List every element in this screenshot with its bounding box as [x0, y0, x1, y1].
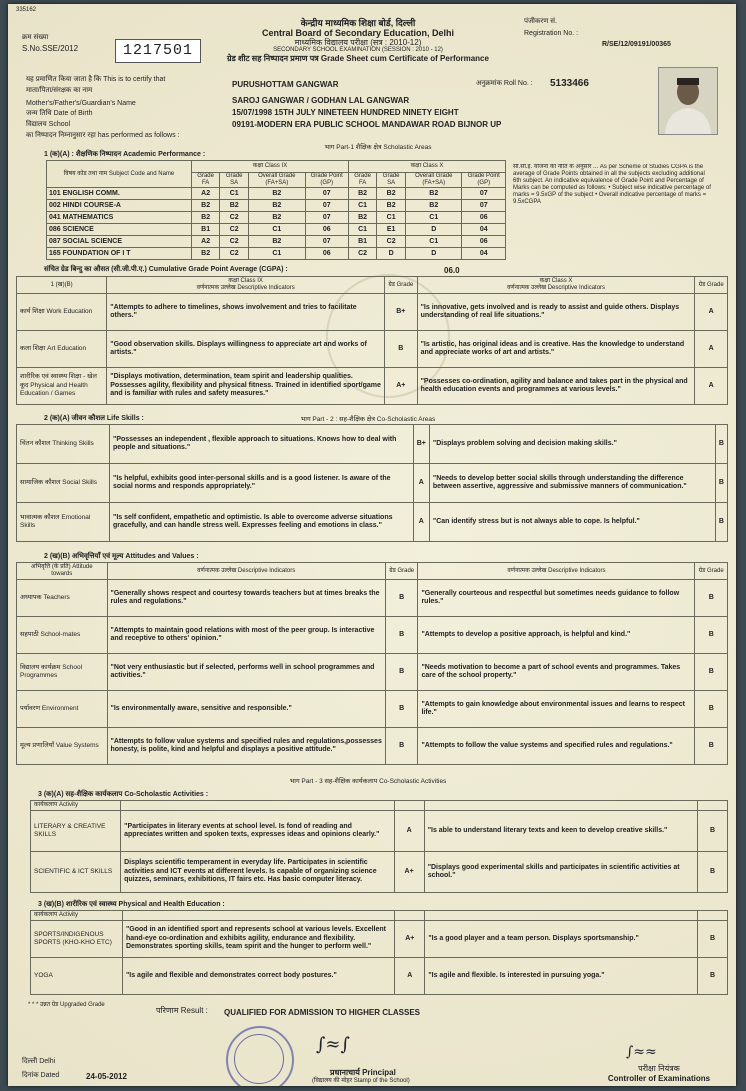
date-of-birth: 15/07/1998 15TH JULY NINETEEN HUNDRED NINETY EIGHT — [232, 108, 459, 117]
subject-grade: B2 — [220, 200, 249, 212]
class9-grade: A+ — [385, 368, 418, 405]
subject-grade: B2 — [406, 188, 462, 200]
class9-header: कक्षा Class IX — [228, 278, 263, 284]
part1-section: 1 (क)(A) : शैक्षणिक निष्पादन Academic Performance : — [44, 151, 206, 158]
class9-grade: A — [413, 503, 429, 542]
principal-stamp-label: (विद्यालय की मोहर Stamp of the School) — [312, 1078, 410, 1084]
subject-grade: C1 — [348, 224, 376, 236]
desc-header: वर्णनात्मक उल्लेख Descriptive Indicators — [418, 563, 695, 580]
class9-grade: A — [394, 811, 424, 852]
subject-grade: B2 — [249, 200, 305, 212]
school-label: विद्यालय School — [26, 121, 71, 128]
class9-header: कक्षा Class IX — [192, 161, 349, 173]
subject-name: 087 SOCIAL SCIENCE — [47, 236, 192, 248]
class10-grade: B — [695, 654, 728, 691]
subject-name: 002 HINDI COURSE-A — [47, 200, 192, 212]
part2-title: भाग Part - 2 : सह-शैक्षिक क्षेत्र Co-Scholastic Areas — [300, 416, 436, 423]
certify-label: यह प्रमाणित किया जाता है कि This is to certify that — [26, 76, 166, 83]
result-label: परिणाम Result : — [156, 1006, 208, 1015]
indicator-row — [17, 691, 728, 728]
indicator-row — [17, 331, 728, 368]
issue-date: 24-05-2012 — [86, 1072, 127, 1081]
subject-grade: 06 — [305, 248, 348, 260]
desc-header: वर्णनात्मक उल्लेख Descriptive Indicators — [506, 285, 606, 291]
class10-indicator: "Generally courteous and respectful but sometimes needs guidance to follow rules." — [418, 580, 695, 617]
subject-name: 101 ENGLISH COMM. — [47, 188, 192, 200]
class10-grade: B — [698, 921, 728, 958]
class10-indicator: "Needs to develop better social skills through understanding the difference between assertive, aggressive and submissive manners of communication." — [429, 464, 715, 503]
class10-grade: B — [695, 728, 728, 765]
class9-grade: B — [385, 580, 418, 617]
subject-grade: C1 — [406, 236, 462, 248]
subject-grade: B2 — [249, 212, 305, 224]
class9-grade: B — [385, 617, 418, 654]
subject-name: 165 FOUNDATION OF I T — [47, 248, 192, 260]
area-label: भावात्मक कौशल Emotional Skills — [17, 503, 110, 542]
desc-header: वर्णनात्मक उल्लेख Descriptive Indicators — [107, 563, 385, 580]
class10-header: कक्षा Class X — [539, 278, 573, 284]
life-skills-table — [16, 424, 728, 542]
indicator-row — [31, 958, 728, 995]
indicator-row — [17, 368, 728, 405]
class9-grade: A+ — [394, 852, 424, 893]
activity-header: कार्यकलाप Activity — [31, 801, 121, 811]
class9-grade: A — [413, 464, 429, 503]
certificate-title: ग्रेड शीट सह निष्पादन प्रमाण पत्र Grade Sheet cum Certificate of Performance — [227, 54, 489, 63]
subject-grade: B2 — [249, 188, 305, 200]
subject-grade: 06 — [305, 224, 348, 236]
area-label: पर्यावरण Environment — [17, 691, 108, 728]
indicator-row — [31, 921, 728, 958]
controller-hindi: परीक्षा नियंत्रक — [638, 1064, 680, 1073]
registration-number: R/SE/12/09191/00365 — [602, 41, 671, 48]
subject-name: 086 SCIENCE — [47, 224, 192, 236]
class9-grade: B — [385, 691, 418, 728]
subject-grade: C1 — [377, 212, 406, 224]
class10-grade: A — [695, 294, 728, 331]
class10-indicator: "Can identify stress but is not always able to cope. Is helpful." — [429, 503, 715, 542]
class9-grade: B — [385, 331, 418, 368]
class10-indicator: "Is a good player and a team person. Displays sportsmanship." — [425, 921, 698, 958]
class10-grade: B — [715, 464, 727, 503]
roll-number: 5133466 — [550, 78, 589, 89]
indicator-row — [17, 503, 728, 542]
cgpa-note: सी.सी.ई. योजना की नीति के अनुसार ... As per Scheme of Studies CGPA is the average of Grade Points obtained in all the subjects excluding additional 6th subject. An indicative equivalence of Grade Point and Percentage of Marks can be computed as follows: • Subject wise indicative percentage of marks = 9.5xGP of the subject • Overall indicative percentage of marks = 9.5xCGPA — [513, 164, 711, 205]
scholastic-table — [46, 160, 506, 260]
grade-header: ग्रेड Grade — [695, 563, 728, 580]
class10-indicator: "Attempts to follow the value systems and specified rules and regulations." — [418, 728, 695, 765]
subject-grade: 07 — [462, 188, 506, 200]
class10-header: कक्षा Class X — [348, 161, 505, 173]
exam-name: SECONDARY SCHOOL EXAMINATION (SESSION : 2010 - 12) — [273, 47, 443, 53]
class9-grade: B — [385, 654, 418, 691]
class10-grade: B — [698, 958, 728, 995]
indicator-row — [17, 617, 728, 654]
exam-hindi: माध्यमिक विद्यालय परीक्षा (सत्र : 2010-12) — [294, 38, 422, 47]
overall-header: Overall Grade (FA+SA) — [249, 173, 305, 188]
class9-indicator: "Good in an identified sport and represents school at various levels. Excellent hand-eye co-ordination and exhibits agility, endurance and flexibility. Demonstrates sporting skills, team spirit and the hunger to perform well." — [122, 921, 394, 958]
subject-grade: 06 — [462, 212, 506, 224]
registration-hindi: पंजीकरण सं. — [524, 18, 557, 25]
subject-row — [47, 200, 506, 212]
subject-grade: 07 — [305, 236, 348, 248]
attitudes-table — [16, 562, 728, 765]
subject-grade: C2 — [348, 248, 376, 260]
class9-indicator: "Is self confident, empathetic and optimistic. Is able to overcome adverse situations gracefully, and can handle stress well. Expresses feeling and emotions in class." — [110, 503, 414, 542]
area-label: विद्यालय कार्यक्रम School Programmes — [17, 654, 108, 691]
subject-grade: 07 — [305, 212, 348, 224]
subject-grade: C1 — [406, 212, 462, 224]
class9-grade: A — [395, 958, 425, 995]
indicator-row — [31, 811, 728, 852]
subject-grade: B2 — [192, 212, 220, 224]
area-label: अध्यापक Teachers — [17, 580, 108, 617]
school-name: 09191-MODERN ERA PUBLIC SCHOOL MANDAWAR ROAD BIJNOR UP — [232, 120, 502, 129]
physical-table — [30, 910, 728, 995]
subject-grade: 07 — [305, 188, 348, 200]
class10-indicator: "Attempts to develop a positive approach, is helpful and kind." — [418, 617, 695, 654]
school-stamp-inner — [234, 1034, 284, 1084]
class10-grade: B — [698, 811, 728, 852]
indicator-row — [17, 728, 728, 765]
result-value: QUALIFIED FOR ADMISSION TO HIGHER CLASSES — [224, 1008, 421, 1017]
area-label: सहपाठी School-mates — [17, 617, 108, 654]
subject-grade: C2 — [220, 212, 249, 224]
subject-grade: 07 — [462, 200, 506, 212]
area-label: चिंतन कौशल Thinking Skills — [17, 425, 110, 464]
gp-header: Grade Point (GP) — [305, 173, 348, 188]
indicator-row — [17, 580, 728, 617]
subject-name: 041 MATHEMATICS — [47, 212, 192, 224]
subject-grade: B1 — [348, 236, 376, 248]
section-3b-title: 3 (ख)(B) शारीरिक एवं स्वास्थ्य Physical and Health Education : — [38, 901, 225, 908]
subject-grade: C2 — [220, 224, 249, 236]
subject-grade: A2 — [192, 236, 220, 248]
subject-grade: C1 — [249, 224, 305, 236]
class9-indicator: "Generally shows respect and courtesy towards teachers but at times breaks the rules and regulations." — [107, 580, 385, 617]
class10-grade: B — [695, 617, 728, 654]
part3-title: भाग Part - 3 सह-शैक्षिक कार्यकलाप Co-Scholastic Activities — [289, 778, 447, 785]
area-label: मूल्य प्रणालियाँ Value Systems — [17, 728, 108, 765]
part1-title: भाग Part-1 शैक्षिक क्षेत्र Scholastic Areas — [324, 144, 432, 151]
subject-grade: B2 — [377, 188, 406, 200]
principal-label: प्रधानाचार्य Principal — [330, 1068, 396, 1077]
class9-indicator: "Attempts to adhere to timelines, shows involvement and tries to facilitate others." — [107, 294, 385, 331]
subject-grade: B2 — [377, 200, 406, 212]
class10-indicator: "Is able to understand literary texts and keen to develop creative skills." — [424, 811, 697, 852]
class10-indicator: "Is artistic, has original ideas and is creative. Has the knowledge to understand and appreciate works of art and artists." — [417, 331, 695, 368]
area-label: YOGA — [31, 958, 123, 995]
section-1b-table — [16, 276, 728, 405]
class9-grade: B+ — [385, 294, 418, 331]
class9-indicator: "Good observation skills. Displays willingness to appreciate art and works of artists." — [107, 331, 385, 368]
serial-number: 1217501 — [115, 39, 201, 63]
board-name: Central Board of Secondary Education, Delhi — [261, 28, 455, 38]
top-code: 335162 — [16, 7, 37, 13]
class9-indicator: "Not very enthusiastic but if selected, performs well in school programmes and activities." — [107, 654, 385, 691]
area-label: SCIENTIFIC & ICT SKILLS — [31, 852, 121, 893]
indicator-row — [17, 464, 728, 503]
subject-row — [47, 188, 506, 200]
class9-indicator: Displays scientific temperament in everyday life. Participates in scientific activities and ICT events at different levels. Is capable of organizing science quizzes, seminars, exhibitions, IT fairs etc. Has basic computer literacy. — [121, 852, 394, 893]
subject-grade: C1 — [220, 188, 249, 200]
part2-section: 2 (क)(A) जीवन कौशल Life Skills : — [44, 415, 144, 422]
area-label: LITERARY & CREATIVE SKILLS — [31, 811, 121, 852]
class10-grade: A — [695, 368, 728, 405]
class9-indicator: "Participates in literary events at school level. Is fond of reading and appreciates written and spoken texts, expresses ideas and opinions clearly." — [121, 811, 394, 852]
class9-indicator: "Possesses an independent , flexible approach to situations. Knows how to deal with people and situations." — [110, 425, 414, 464]
grade-header: ग्रेड Grade — [695, 277, 728, 294]
subject-grade: 07 — [305, 200, 348, 212]
principal-signature: ∫≈∫ — [316, 1034, 350, 1055]
parents-hindi: माता/पिता/संरक्षक का नाम — [26, 87, 93, 94]
subject-grade: 04 — [462, 224, 506, 236]
cgpa-label: संचित ग्रेड बिन्दु का औसत (सी.जी.पी.ए.) Cumulative Grade Point Average (CGPA) : — [44, 266, 288, 273]
student-photo — [658, 67, 718, 135]
subject-row — [47, 248, 506, 260]
subject-header: विषय कोड तथा नाम Subject Code and Name — [47, 161, 192, 188]
overall-header: Overall Grade (FA+SA) — [406, 173, 462, 188]
board-hindi: केन्द्रीय माध्यमिक शिक्षा बोर्ड, दिल्ली — [300, 18, 416, 28]
subject-grade: B2 — [348, 212, 376, 224]
class9-indicator: "Displays motivation, determination, team spirit and leadership qualities. Possesses agility, flexibility and physical fitness. Trained in identified sport/game and is familiar with rules and safety measures." — [107, 368, 385, 405]
area-label: SPORTS/INDIGENOUS SPORTS (KHO-KHO ETC) — [31, 921, 123, 958]
controller-label: Controller of Examinations — [607, 1074, 711, 1083]
indicator-row — [17, 425, 728, 464]
subject-grade: C2 — [220, 236, 249, 248]
place: दिल्ली Delhi — [22, 1058, 56, 1065]
class10-indicator: "Displays good experimental skills and participates in scientific activities at school." — [424, 852, 697, 893]
activity-header: कार्यकलाप Activity — [31, 911, 123, 921]
upgraded-note: * * * उन्नत ग्रेड Upgraded Grade — [28, 1002, 105, 1008]
subject-row — [47, 236, 506, 248]
class9-indicator: "Is environmentally aware, sensitive and responsible." — [107, 691, 385, 728]
class9-grade: A+ — [395, 921, 425, 958]
student-name: PURUSHOTTAM GANGWAR — [232, 80, 339, 89]
area-label: कार्य शिक्षा Work Education — [17, 294, 107, 331]
class9-grade: B+ — [413, 425, 429, 464]
controller-signature: ∫≈≈ — [626, 1044, 657, 1060]
area-label: शारीरिक एवं स्वास्थ्य शिक्षा - खेल कूद Physical and Health Education / Games — [17, 368, 107, 405]
date-label: दिनांक Dated — [22, 1072, 60, 1079]
serial-hindi: क्रम संख्या — [22, 34, 49, 41]
activities-table — [30, 800, 728, 893]
indicator-row — [17, 654, 728, 691]
registration-label: Registration No. : — [524, 30, 579, 37]
parents-name: SAROJ GANGWAR / GODHAN LAL GANGWAR — [232, 96, 410, 105]
class10-grade: B — [715, 425, 727, 464]
desc-header: वर्णनात्मक उल्लेख Descriptive Indicators — [196, 285, 295, 291]
fa-header: Grade FA — [348, 173, 376, 188]
class10-grade: B — [695, 580, 728, 617]
area-label: सामाजिक कौशल Social Skills — [17, 464, 110, 503]
attitude-header: अभिवृत्ति (के प्रति) Attitude towards — [17, 563, 108, 580]
subject-grade: B2 — [192, 248, 220, 260]
roll-label: अनुक्रमांक Roll No. : — [476, 80, 533, 87]
subject-grade: B1 — [192, 224, 220, 236]
subject-grade: B2 — [249, 236, 305, 248]
indicator-row — [17, 294, 728, 331]
subject-row — [47, 212, 506, 224]
class10-grade: B — [698, 852, 728, 893]
parents-label: Mother's/Father's/Guardian's Name — [26, 100, 136, 107]
subject-grade: 04 — [462, 248, 506, 260]
class9-grade: B — [385, 728, 418, 765]
class10-grade: B — [715, 503, 727, 542]
subject-grade: A2 — [192, 188, 220, 200]
section-1b-label: 1 (ख)(B) — [17, 277, 107, 294]
grade-sheet — [8, 4, 736, 1086]
class10-indicator: "Attempts to gain knowledge about environmental issues and learns to respect life." — [418, 691, 695, 728]
subject-grade: C2 — [220, 248, 249, 260]
subject-grade: B2 — [406, 200, 462, 212]
subject-grade: B2 — [348, 188, 376, 200]
part3-section: 3 (क)(A) सह-शैक्षिक कार्यकलाप Co-Scholastic Activities : — [38, 791, 209, 798]
indicator-row — [31, 852, 728, 893]
gp-header: Grade Point (GP) — [462, 173, 506, 188]
area-label: कला शिक्षा Art Education — [17, 331, 107, 368]
class9-indicator: "Is helpful, exhibits good inter-personal skills and is a good listener. Is aware of the social norms and responds appropriately." — [110, 464, 414, 503]
dob-label: जन्म तिथि Date of Birth — [26, 110, 93, 117]
class10-grade: B — [695, 691, 728, 728]
class10-indicator: "Displays problem solving and decision making skills." — [429, 425, 715, 464]
subject-row — [47, 224, 506, 236]
serial-label: S.No.SSE/2012 — [22, 44, 79, 53]
subject-grade: B2 — [192, 200, 220, 212]
grade-header: ग्रेड Grade — [385, 563, 418, 580]
subject-grade: D — [406, 224, 462, 236]
class9-indicator: "Is agile and flexible and demonstrates correct body postures." — [122, 958, 394, 995]
sa-header: Grade SA — [220, 173, 249, 188]
class9-indicator: "Attempts to follow value systems and specified rules and regulations,possesses honesty, is polite, kind and helpful and displays a positive attitude." — [107, 728, 385, 765]
class10-indicator: "Is innovative, gets involved and is ready to assist and guide others. Displays understanding of real life situations." — [417, 294, 695, 331]
performed-label: का निष्पादन निम्नानुसार रहा has performed as follows : — [26, 132, 180, 139]
fa-header: Grade FA — [192, 173, 220, 188]
grade-header: ग्रेड Grade — [385, 277, 418, 294]
subject-grade: D — [377, 248, 406, 260]
class10-grade: A — [695, 331, 728, 368]
class9-indicator: "Attempts to maintain good relations with most of the peer group. Is interactive and receptive to others' opinion." — [107, 617, 385, 654]
subject-grade: C1 — [348, 200, 376, 212]
sa-header: Grade SA — [377, 173, 406, 188]
section-2b-title: 2 (ख)(B) अभिवृत्तियाँ एवं मूल्य Attitudes and Values : — [44, 553, 199, 560]
subject-grade: E1 — [377, 224, 406, 236]
class10-indicator: "Possesses co-ordination, agility and balance and takes part in the physical and health education events and programmes at various levels." — [417, 368, 695, 405]
class10-indicator: "Is agile and flexible. Is interested in pursuing yoga." — [425, 958, 698, 995]
class10-indicator: "Needs motivation to become a part of school events and programmes. Takes care of the school property." — [418, 654, 695, 691]
subject-grade: C1 — [249, 248, 305, 260]
subject-grade: C2 — [377, 236, 406, 248]
cgpa-value: 06.0 — [444, 266, 460, 275]
subject-grade: 06 — [462, 236, 506, 248]
subject-grade: D — [406, 248, 462, 260]
